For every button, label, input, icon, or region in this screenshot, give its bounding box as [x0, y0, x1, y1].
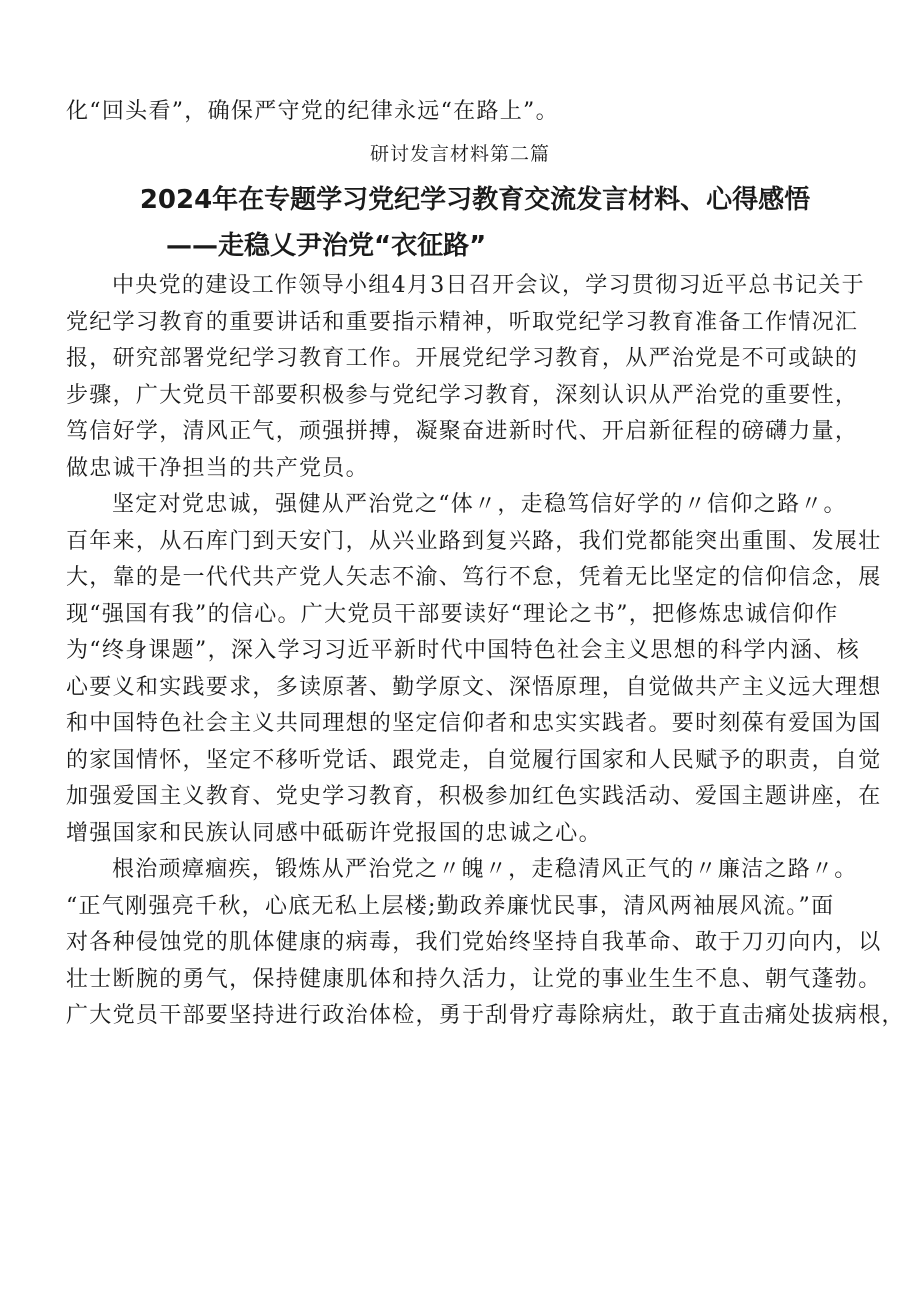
- text-line: 广大党员干部要坚持进行政治体检，勇于刮骨疗毒除病灶，敢于直击痛处拔病根，: [66, 1003, 905, 1028]
- paragraph-1: [66, 268, 866, 487]
- text-line: 化“回头看”，确保严守党的纪律永远“在路上”。: [66, 99, 559, 124]
- title-line-1: 2024年在专题学习党纪学习教育交流发言材料、心得感悟: [139, 185, 811, 215]
- text-line: 对各种侵蚀党的肌体健康的病毒，我们党始终坚持自我革命、敢于刀刃向内，以: [66, 930, 882, 955]
- text-line: 增强国家和民族认同感中砥砺许党报国的忠诚之心。: [66, 820, 602, 846]
- continued-paragraph-fragment: [66, 94, 866, 131]
- paragraph-3: [66, 852, 905, 1035]
- paragraph-2: [66, 487, 882, 852]
- text-line: 中央党的建设工作领导小组4月3日召开会议，学习贯彻习近平总书记关于: [112, 273, 865, 298]
- text-line: 壮士断腕的勇气，保持健康肌体和持久活力，让党的事业生生不息、朝气蓬勃。: [66, 966, 882, 992]
- text-line: 坚定对党忠诚，强健从严治党之“体〃，走稳笃信好学的〃信仰之路〃。: [112, 492, 847, 517]
- text-line: 加强爱国主义教育、党史学习教育，积极参加红色实践活动、爱国主题讲座，在: [66, 784, 882, 809]
- text-line: 党纪学习教育的重要讲话和重要指示精神，听取党纪学习教育准备工作情况汇: [66, 309, 859, 335]
- text-line: 笃信好学，清风正气，顽强拼搏，凝聚奋进新时代、开启新征程的磅礴力量，: [66, 419, 859, 444]
- text-line: 心要义和实践要求，多读原著、勤学原文、深悟原理，自觉做共产主义远大理想: [66, 674, 882, 700]
- text-line: 的家国情怀，坚定不移听党话、跟党走，自觉履行国家和人民赋予的职责，自觉: [66, 747, 882, 773]
- text-line: “正气刚强亮千秋，心底无私上层楼;勤政养廉忧民事，清风两袖展风流。”面: [66, 893, 835, 919]
- text-line: 大，靠的是一代代共产党人矢志不渝、笃行不怠，凭着无比坚定的信仰信念，展: [66, 565, 882, 590]
- text-line: 根治顽瘴痼疾，锻炼从严治党之〃魄〃，走稳清风正气的〃廉洁之路〃。: [112, 857, 858, 882]
- text-line: 现“强国有我”的信心。广大党员干部要读好“理论之书”，把修炼忠诚信仰作: [66, 601, 839, 627]
- text-line: 为“终身课题”，深入学习习近平新时代中国特色社会主义思想的科学内涵、核: [66, 638, 860, 663]
- document-title: [0, 177, 920, 269]
- title-line-2: ——走稳乂尹治党“衣征路”: [166, 231, 487, 261]
- section-label: 研讨发言材料第二篇: [369, 143, 550, 165]
- text-line: 步骤，广大党员干部要积极参与党纪学习教育，深刻认识从严治党的重要性，: [66, 382, 859, 408]
- text-line: 做忠诚干净担当的共产党员。: [66, 455, 369, 481]
- article-body: [66, 268, 905, 1035]
- text-line: 和中国特色社会主义共同理想的坚定信仰者和忠实实践者。要时刻葆有爱国为国: [66, 711, 882, 736]
- text-line: 百年来，从石库门到天安门，从兴业路到复兴路，我们党都能突出重围、发展壮: [66, 528, 882, 554]
- text-line: 报，研究部署党纪学习教育工作。开展党纪学习教育，从严治党是不可或缺的: [66, 346, 859, 371]
